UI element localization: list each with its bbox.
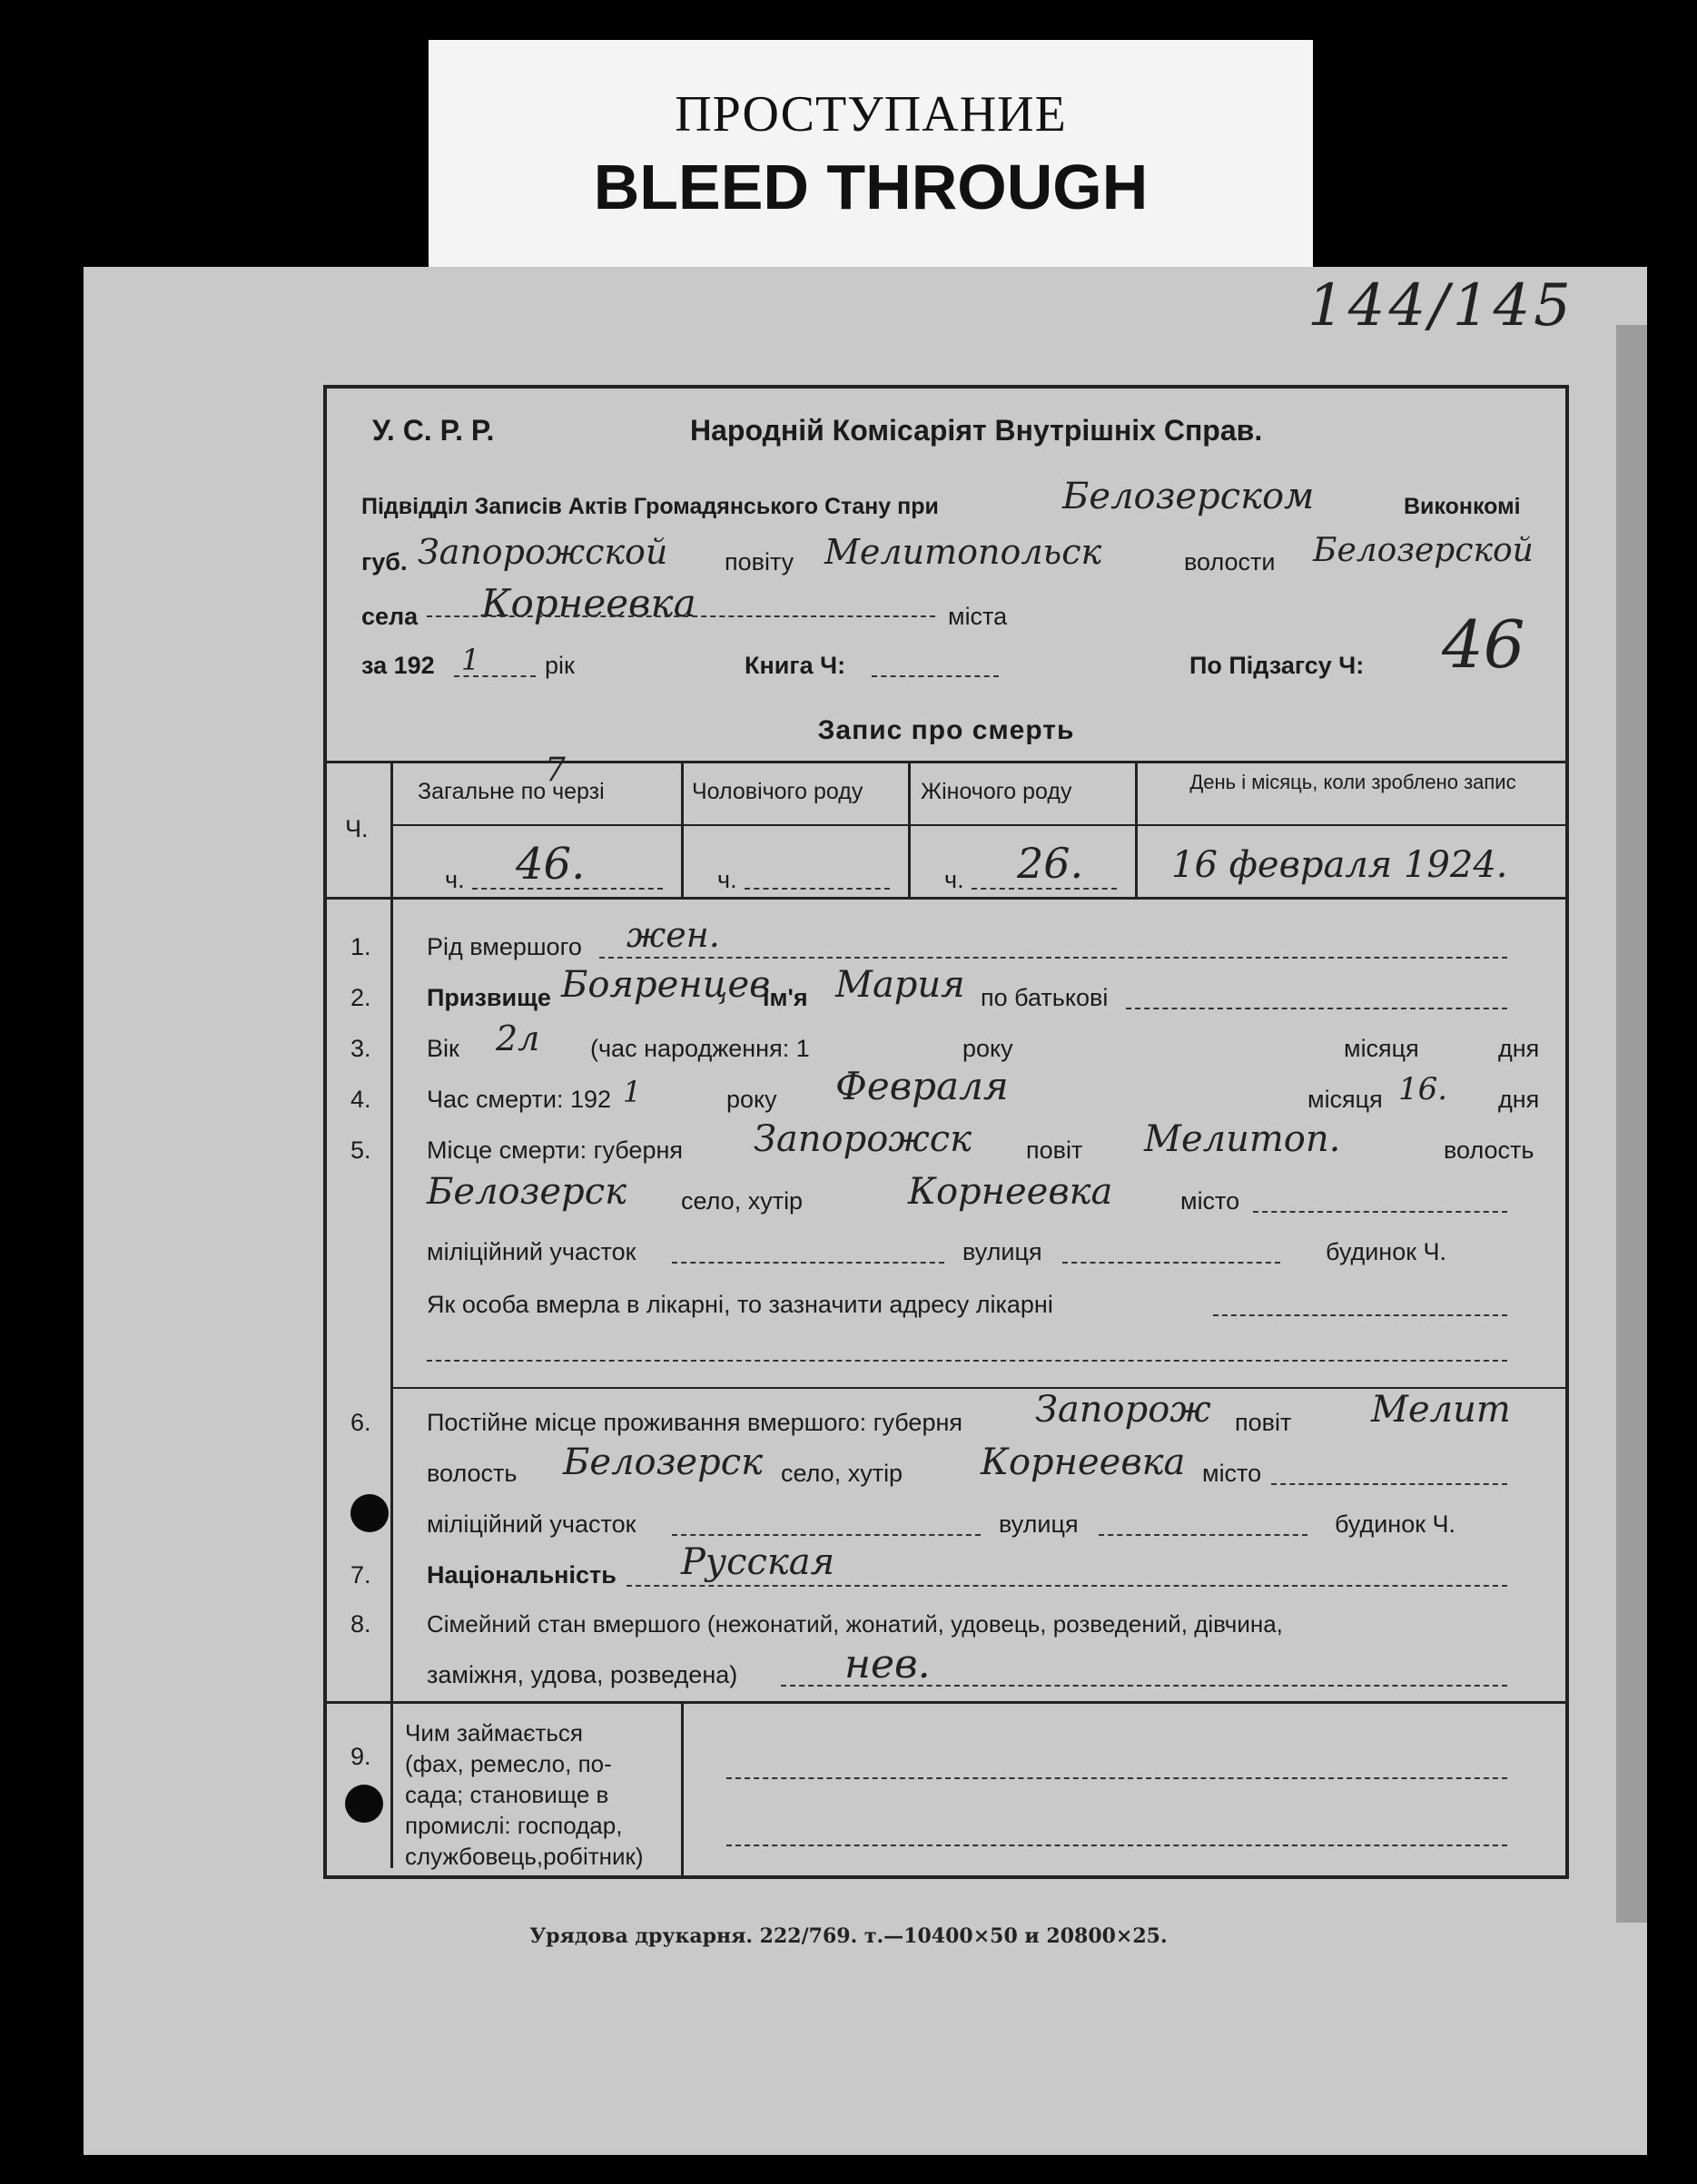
col-general-header: Загальне по черзі [418, 779, 605, 804]
age-value: 2л [496, 1018, 540, 1058]
occupation-label: промислі: господар, [405, 1812, 623, 1839]
family-label-2: заміжня, удова, розведена) [427, 1661, 738, 1688]
date-value: 16 февраля 1924. [1171, 844, 1508, 886]
patronymic-line [1126, 1008, 1507, 1009]
kniga-label: Книга Ч: [745, 652, 846, 679]
res-street-label: вулиця [999, 1510, 1079, 1538]
volost-value: Белозерской [1313, 532, 1534, 569]
col-divider [681, 761, 684, 897]
year-digit: 1 [461, 643, 480, 677]
ch-small: ч. [944, 866, 964, 893]
row-number: 5. [350, 1136, 371, 1164]
selo-label: села [361, 603, 419, 630]
family-line [781, 1685, 1507, 1687]
subdept-label: Підвідділ Записів Актів Громадянського Стану при [361, 494, 939, 519]
militia-line [672, 1262, 944, 1264]
res-misto-label: місто [1202, 1460, 1262, 1487]
death-year-label: року [726, 1086, 777, 1113]
female-value: 26. [1017, 839, 1084, 888]
death-year-digit: 1 [623, 1075, 642, 1109]
age-label: Вік [427, 1035, 459, 1062]
gub-value: Запорожской [418, 532, 668, 572]
res-gub-value: Запорож [1035, 1389, 1211, 1431]
birth-month-label: місяця [1344, 1035, 1419, 1062]
pidzagsu-value: 46 [1442, 606, 1525, 683]
family-label: Сімейний стан вмершого (нежонатий, жонатий, удовець, розведений, дівчина, [427, 1610, 1283, 1638]
rid-label: Рід вмершого [427, 933, 582, 960]
death-misto-label: місто [1180, 1187, 1240, 1215]
surname-label: Призвище [427, 984, 551, 1011]
rid-value: жен. [627, 915, 720, 955]
res-volost-value: Белозерск [563, 1441, 763, 1483]
name-value: Мария [835, 964, 965, 1006]
table-bottom-border [327, 897, 1565, 900]
birth-day-label: дня [1498, 1035, 1540, 1062]
ch-small: ч. [717, 866, 737, 893]
death-povit-value: Мелитоп. [1144, 1118, 1341, 1160]
res-militia-line [672, 1534, 981, 1536]
paper-edge-shadow [1616, 325, 1647, 1923]
bleed-through-label-card [429, 40, 1313, 267]
ch-small: ч. [445, 866, 465, 893]
ch-label: Ч. [345, 815, 369, 842]
militia-label: міліційний участок [427, 1238, 636, 1265]
res-misto-line [1271, 1483, 1507, 1485]
death-day-label: дня [1498, 1086, 1540, 1113]
nationality-line [627, 1585, 1507, 1587]
table-top-border [327, 761, 1565, 763]
death-place-label: Місце смерти: губерня [427, 1136, 683, 1164]
occupation-label: сада; становище в [405, 1781, 609, 1808]
death-gub-value: Запорожск [754, 1118, 972, 1160]
gub-label: губ. [361, 548, 408, 576]
commissariat-title: Народній Комісаріят Внутрішніх Справ. [690, 414, 1263, 447]
printer-footer: Урядова друкарня. 222/769. т.—10400×50 и 20800×25. [529, 1924, 1168, 1948]
hospital-line-2 [427, 1360, 1507, 1362]
row-number: 7. [350, 1561, 371, 1589]
patronymic-label: по батькові [981, 984, 1109, 1011]
occupation-divider [681, 1701, 684, 1879]
povit-value: Мелитопольск [824, 532, 1102, 572]
povit-label: повіту [725, 548, 794, 576]
row-number: 8. [350, 1610, 371, 1638]
rid-line [599, 957, 1507, 959]
general-mark: 7 [545, 752, 566, 789]
male-line [745, 888, 890, 890]
occupation-label: (фах, ремесло, по- [405, 1750, 612, 1777]
family-value: нев. [844, 1641, 931, 1687]
birth-year-label: року [962, 1035, 1013, 1062]
general-line [472, 888, 663, 890]
pidzagsu-label: По Підзагсу Ч: [1189, 652, 1365, 679]
occupation-line [726, 1845, 1507, 1846]
street-label: вулиця [962, 1238, 1042, 1265]
hospital-line [1213, 1314, 1507, 1316]
res-povit-label: повіт [1235, 1409, 1292, 1436]
year-label: за 192 [361, 652, 435, 679]
death-volost-value: Белозерск [427, 1171, 627, 1213]
col-male-header: Чоловічого роду [692, 779, 863, 804]
death-time-label: Час смерти: 192 [427, 1086, 612, 1113]
death-povit-label: повіт [1026, 1136, 1083, 1164]
occupation-label: службовець,робітник) [405, 1843, 644, 1870]
res-selo-value: Корнеевка [981, 1441, 1186, 1483]
selo-value: Корнеевка [481, 581, 696, 625]
col-divider [1135, 761, 1138, 897]
section-title: Запис про смерть [817, 715, 1075, 745]
death-month-value: Февраля [835, 1064, 1009, 1108]
table-header-line [390, 824, 1565, 826]
death-selo-label: село, хутір [681, 1187, 804, 1215]
row-number: 6. [350, 1409, 371, 1436]
res-povit-value: Мелит [1371, 1389, 1511, 1431]
hospital-label: Як особа вмерла в лікарні, то зазначити адресу лікарні [427, 1291, 1053, 1318]
res-militia-label: міліційний участок [427, 1510, 636, 1538]
house-label: будинок Ч. [1326, 1238, 1447, 1265]
female-line [972, 888, 1117, 890]
street-line [1062, 1262, 1280, 1264]
death-misto-line [1253, 1211, 1507, 1213]
residence-label: Постійне місце проживання вмершого: губерня [427, 1409, 962, 1436]
selo-line [427, 615, 935, 617]
res-selo-label: село, хутір [781, 1460, 903, 1487]
col-female-header: Жіночого роду [921, 779, 1072, 804]
row-number: 2. [350, 984, 371, 1011]
general-value: 46. [516, 839, 586, 890]
row-number: 9. [350, 1743, 371, 1770]
subdept-value: Белозерском [1062, 476, 1315, 517]
year-line [454, 675, 536, 677]
death-month-label: місяця [1307, 1086, 1383, 1113]
occupation-label: Чим займається [405, 1719, 583, 1746]
res-volost-label: волость [427, 1460, 518, 1487]
archive-page-number: 144/145 [1307, 272, 1574, 339]
section-divider [327, 1701, 1565, 1704]
subdept-suffix: Виконкомі [1404, 494, 1521, 519]
col-divider [908, 761, 911, 897]
row-number: 1. [350, 933, 371, 960]
label-english: BLEED THROUGH [593, 152, 1149, 222]
death-volost-label: волость [1444, 1136, 1534, 1164]
occupation-line [726, 1777, 1507, 1779]
rik-label: рік [545, 652, 575, 679]
col-date-header: День і місяць, коли зроблено запис [1189, 771, 1516, 793]
res-street-line [1099, 1534, 1307, 1536]
label-russian: ПРОСТУПАНИЕ [675, 86, 1067, 143]
kniga-line [872, 675, 999, 677]
row-number: 3. [350, 1035, 371, 1062]
surname-value: Бояренцев [561, 964, 771, 1006]
nationality-value: Русская [681, 1541, 835, 1583]
usrr-title: У. С. Р. Р. [372, 414, 495, 447]
name-label: ім'я [763, 984, 808, 1011]
death-record-form [323, 385, 1569, 1879]
row-number: 4. [350, 1086, 371, 1113]
birth-label: (час народження: 1 [590, 1035, 810, 1062]
res-house-label: будинок Ч. [1335, 1510, 1456, 1538]
volost-label: волости [1184, 548, 1276, 576]
death-day-value: 16. [1398, 1071, 1448, 1107]
death-selo-value: Корнеевка [908, 1171, 1113, 1213]
mista-label: міста [948, 603, 1008, 630]
nationality-label: Національність [427, 1561, 617, 1589]
